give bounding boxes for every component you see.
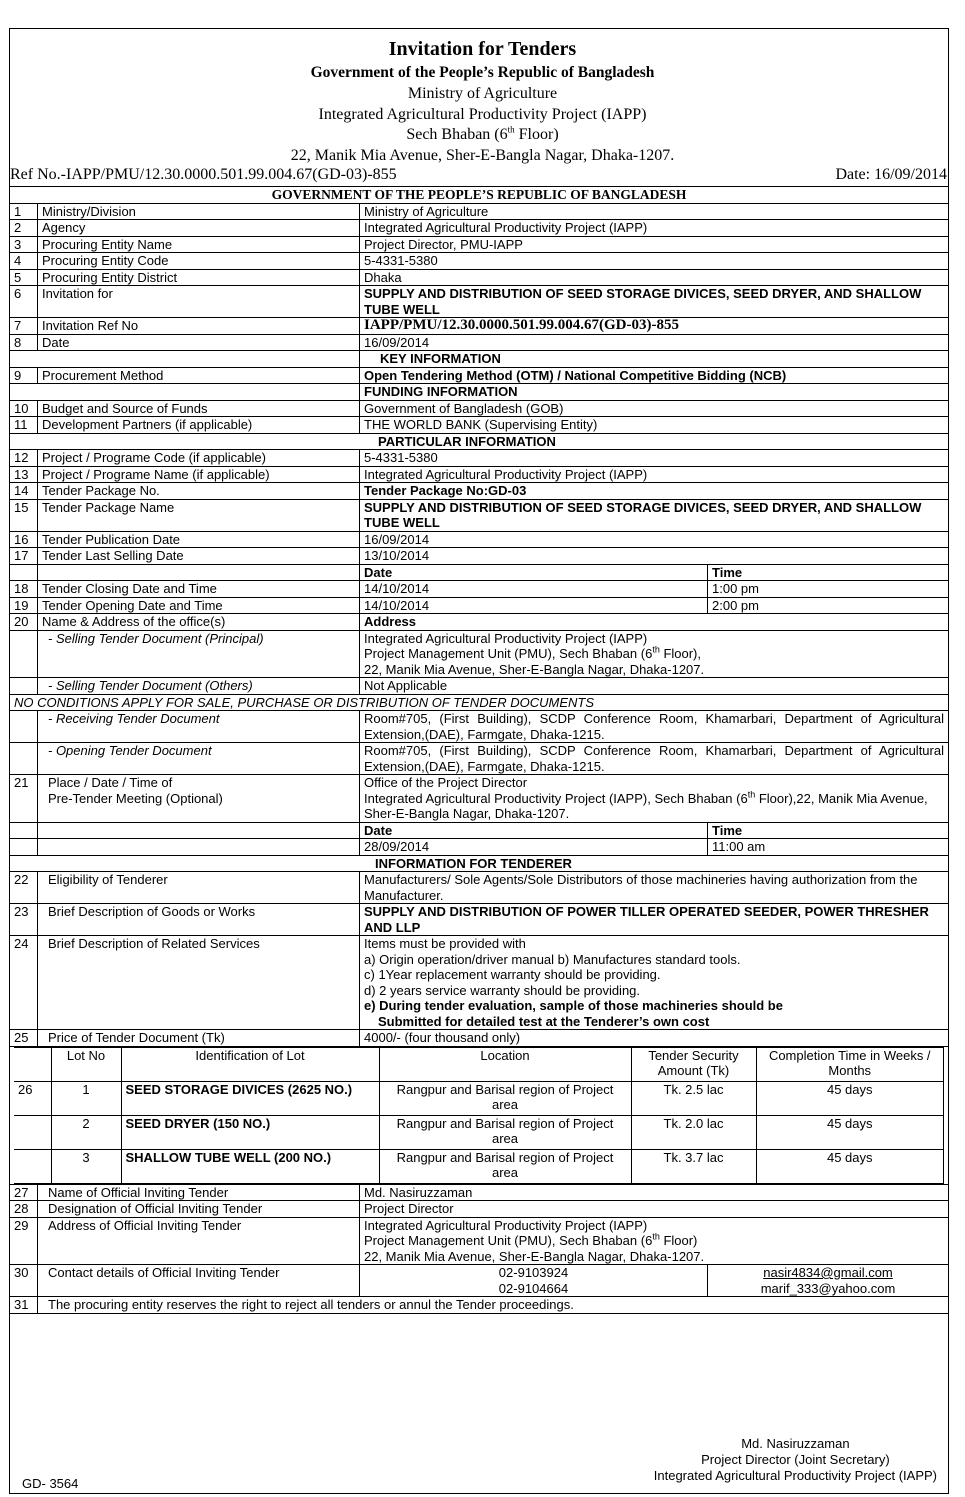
- table-cell: 22: [10, 872, 38, 904]
- table-cell: Identification of Lot: [121, 1047, 379, 1081]
- table-cell: 31: [10, 1297, 38, 1314]
- table-cell: [10, 351, 360, 368]
- table-cell: 21: [10, 775, 38, 823]
- table-cell: Contact details of Official Inviting Tender: [38, 1265, 360, 1297]
- table-cell: Rangpur and Barisal region of Project area: [379, 1149, 631, 1183]
- table-cell: 2:00 pm: [708, 597, 949, 614]
- table-row: [10, 1201, 949, 1218]
- project-name: Integrated Agricultural Productivity Project (IAPP): [318, 106, 647, 123]
- table-cell: [10, 711, 38, 743]
- table-cell: Project / Programe Code (if applicable): [38, 450, 360, 467]
- table-row: [10, 466, 949, 483]
- table-cell: Invitation for: [38, 286, 360, 318]
- table-cell: Tender Package No.: [38, 483, 360, 500]
- table-cell: 28/09/2014: [360, 839, 708, 856]
- table-row: [10, 499, 949, 531]
- table-cell: Tk. 2.0 lac: [631, 1115, 756, 1149]
- table-cell: Date: [360, 822, 708, 839]
- table-cell: Ministry/Division: [38, 203, 360, 220]
- building-name: Sech Bhaban (6th Floor): [406, 124, 559, 143]
- table-cell: Tender Package Name: [38, 499, 360, 531]
- table-row: [10, 1030, 949, 1047]
- table-cell: 24: [10, 936, 38, 1030]
- table-cell: Room#705, (First Building), SCDP Conference Room, Khamarbari, Department of Agricultural Extension,(DAE), Farmgate, Dhaka-1215.: [360, 711, 949, 743]
- table-row: [10, 367, 949, 384]
- table-cell: 14/10/2014: [360, 597, 708, 614]
- table-row: [10, 839, 949, 856]
- table-cell: 11:00 am: [708, 839, 949, 856]
- table-cell: 1: [51, 1081, 121, 1115]
- table-row: [10, 872, 949, 904]
- table-cell: Development Partners (if applicable): [38, 417, 360, 434]
- table-cell: 15: [10, 499, 38, 531]
- table-cell: Procuring Entity Code: [38, 253, 360, 270]
- table-cell: [10, 839, 38, 856]
- table-row: [10, 220, 949, 237]
- table-cell: 4000/- (four thousand only): [360, 1030, 949, 1047]
- table-cell: SEED DRYER (150 NO.): [121, 1115, 379, 1149]
- table-cell: - Receiving Tender Document: [38, 711, 360, 743]
- table-row: [10, 1265, 949, 1297]
- table-row: [10, 1184, 949, 1201]
- table-cell: [708, 1265, 949, 1297]
- table-cell: Tender Last Selling Date: [38, 548, 360, 565]
- table-row: [10, 253, 949, 270]
- office-address: 22, Manik Mia Avenue, Sher-E-Bangla Nagar, Dhaka-1207.: [290, 147, 675, 164]
- table-cell: SUPPLY AND DISTRIBUTION OF SEED STORAGE DIVICES, SEED DRYER, AND SHALLOW TUBE WELL: [360, 499, 949, 531]
- table-cell: 16: [10, 531, 38, 548]
- table-cell: [38, 822, 360, 839]
- table-cell: Project / Programe Name (if applicable): [38, 466, 360, 483]
- table-cell: Tender Opening Date and Time: [38, 597, 360, 614]
- table-cell: 6: [10, 286, 38, 318]
- table-row: [10, 548, 949, 565]
- table-cell: Agency: [38, 220, 360, 237]
- table-cell: 13: [10, 466, 38, 483]
- signatory-title: Project Director (Joint Secretary): [701, 1452, 890, 1467]
- table-cell: [14, 1047, 51, 1081]
- table-cell: 02-9103924 02-9104664: [360, 1265, 708, 1297]
- table-cell: - Selling Tender Document (Others): [38, 678, 360, 695]
- table-cell: 3: [10, 236, 38, 253]
- table-cell: [10, 822, 38, 839]
- table-cell: 45 days: [756, 1115, 944, 1149]
- table-cell: SHALLOW TUBE WELL (200 NO.): [121, 1149, 379, 1183]
- table-row: [10, 531, 949, 548]
- section-key-information: KEY INFORMATION: [360, 351, 949, 368]
- reference-number: Ref No.-IAPP/PMU/12.30.0000.501.99.004.67(GD-03)-855: [10, 166, 397, 183]
- table-cell: 3: [51, 1149, 121, 1183]
- table-cell: 20: [10, 614, 38, 631]
- table-cell: Dhaka: [360, 269, 949, 286]
- table-cell: 13/10/2014: [360, 548, 949, 565]
- table-cell: 25: [10, 1030, 38, 1047]
- table-cell: Tender Publication Date: [38, 531, 360, 548]
- gd-number: GD- 3564: [22, 1476, 79, 1491]
- table-cell: Brief Description of Goods or Works: [38, 904, 360, 936]
- table-cell: Tk. 2.5 lac: [631, 1081, 756, 1115]
- signatory-project: Integrated Agricultural Productivity Project (IAPP): [653, 1468, 937, 1483]
- notice-date: Date: 16/09/2014: [835, 166, 947, 183]
- table-row: [10, 286, 949, 318]
- table-cell: Rangpur and Barisal region of Project area: [379, 1115, 631, 1149]
- table-cell: 14/10/2014: [360, 581, 708, 598]
- table-cell: 17: [10, 548, 38, 565]
- table-cell: Time: [708, 822, 949, 839]
- table-cell: 19: [10, 597, 38, 614]
- section-particular-information: PARTICULAR INFORMATION: [10, 433, 949, 450]
- table-cell: [10, 630, 38, 678]
- table-cell: 18: [10, 581, 38, 598]
- table-cell: 1:00 pm: [708, 581, 949, 598]
- table-cell: Invitation Ref No: [38, 318, 360, 335]
- table-cell: SUPPLY AND DISTRIBUTION OF SEED STORAGE DIVICES, SEED DRYER, AND SHALLOW TUBE WELL: [360, 286, 949, 318]
- table-cell: 11: [10, 417, 38, 434]
- table-cell: - Opening Tender Document: [38, 743, 360, 775]
- table-cell: Location: [379, 1047, 631, 1081]
- email-link-2[interactable]: marif_333@yahoo.com: [760, 1280, 896, 1296]
- signature-block: [654, 1436, 937, 1484]
- table-cell: Price of Tender Document (Tk): [38, 1030, 360, 1047]
- table-cell: Integrated Agricultural Productivity Project (IAPP) Project Management Unit (PMU), Sech Bhaban (6th Floor), 22, Manik Mia Avenue, Sher-E-Bangla Nagar, Dhaka-1207.: [360, 630, 949, 678]
- table-cell: 26: [14, 1081, 51, 1115]
- table-row: [10, 450, 949, 467]
- table-cell: Md. Nasiruzzaman: [360, 1184, 949, 1201]
- table-cell: Date: [360, 564, 708, 581]
- table-cell: 12: [10, 450, 38, 467]
- table-cell: 14: [10, 483, 38, 500]
- section-information-for-tenderer: INFORMATION FOR TENDERER: [10, 855, 949, 872]
- table-row: [10, 236, 949, 253]
- table-cell: Address: [360, 614, 949, 631]
- ministry-name: Ministry of Agriculture: [407, 85, 558, 102]
- table-cell: Office of the Project Director Integrated Agricultural Productivity Project (IAPP), Sech Bhaban (6th Floor),22, Manik Mia Avenue, Sher-E-Bangla Nagar, Dhaka-1207.: [360, 775, 949, 823]
- table-row: [10, 417, 949, 434]
- table-cell: 5-4331-5380: [360, 450, 949, 467]
- table-cell: 5-4331-5380: [360, 253, 949, 270]
- table-cell: Brief Description of Related Services: [38, 936, 360, 1030]
- table-cell: Tender Security Amount (Tk): [631, 1047, 756, 1081]
- table-row: [10, 711, 949, 743]
- table-cell: Tender Package No:GD-03: [360, 483, 949, 500]
- table-row: [10, 775, 949, 823]
- table-cell: 2: [10, 220, 38, 237]
- lot-table: [14, 1047, 944, 1184]
- table-cell: Ministry of Agriculture: [360, 203, 949, 220]
- table-cell: The procuring entity reserves the right to reject all tenders or annul the Tender proceedings.: [38, 1297, 949, 1314]
- table-cell: Name of Official Inviting Tender: [38, 1184, 360, 1201]
- table-row: [10, 630, 949, 678]
- table-cell: [10, 678, 38, 695]
- table-cell: 8: [10, 334, 38, 351]
- table-cell: 45 days: [756, 1149, 944, 1183]
- table-cell: [10, 564, 38, 581]
- table-cell: 7: [10, 318, 38, 335]
- table-cell: IAPP/PMU/12.30.0000.501.99.004.67(GD-03)-855: [360, 318, 949, 335]
- table-cell: [38, 839, 360, 856]
- table-cell: 5: [10, 269, 38, 286]
- table-cell: Tk. 3.7 lac: [631, 1149, 756, 1183]
- lot-table-row: [10, 1046, 949, 1184]
- table-cell: Date: [38, 334, 360, 351]
- section-funding-information: FUNDING INFORMATION: [360, 384, 949, 401]
- table-cell: Integrated Agricultural Productivity Project (IAPP): [360, 466, 949, 483]
- table-cell: 1: [10, 203, 38, 220]
- table-cell: Completion Time in Weeks / Months: [756, 1047, 944, 1081]
- table-cell: THE WORLD BANK (Supervising Entity): [360, 417, 949, 434]
- table-cell: Designation of Official Inviting Tender: [38, 1201, 360, 1218]
- table-cell: Procurement Method: [38, 367, 360, 384]
- table-cell: Not Applicable: [360, 678, 949, 695]
- table-cell: Items must be provided with a) Origin operation/driver manual b) Manufactures standard tools. c) 1Year replacement warranty should be providing. d) 2 years service warranty should be providing. e) During tender evaluation, sample of those machineries should be Submitted for detailed test at the Tenderer’s own cost: [360, 936, 949, 1030]
- table-cell: 9: [10, 367, 38, 384]
- table-cell: 29: [10, 1217, 38, 1265]
- signatory-name: Md. Nasiruzzaman: [741, 1436, 850, 1451]
- document-title: Invitation for Tenders: [388, 38, 577, 60]
- table-row: [10, 614, 949, 631]
- table-cell: Procuring Entity District: [38, 269, 360, 286]
- table-cell: Lot No: [51, 1047, 121, 1081]
- table-cell: 2: [51, 1115, 121, 1149]
- table-cell: Name & Address of the office(s): [38, 614, 360, 631]
- table-row: [10, 1297, 949, 1314]
- table-cell: Open Tendering Method (OTM) / National Competitive Bidding (NCB): [360, 367, 949, 384]
- table-cell: [14, 1115, 51, 1149]
- government-name: Government of the People’s Republic of Bangladesh: [310, 64, 655, 81]
- table-cell: [10, 1046, 949, 1184]
- table-title: GOVERNMENT OF THE PEOPLE’S REPUBLIC OF BANGLADESH: [10, 187, 949, 204]
- table-row: [10, 400, 949, 417]
- table-cell: 16/09/2014: [360, 334, 949, 351]
- table-cell: 23: [10, 904, 38, 936]
- table-row: [10, 318, 949, 335]
- tender-table: [9, 186, 949, 1314]
- table-cell: 10: [10, 400, 38, 417]
- table-cell: Project Director: [360, 1201, 949, 1218]
- table-cell: 28: [10, 1201, 38, 1218]
- table-cell: 16/09/2014: [360, 531, 949, 548]
- table-cell: [14, 1149, 51, 1183]
- table-cell: [10, 743, 38, 775]
- table-row: [10, 597, 949, 614]
- table-cell: 45 days: [756, 1081, 944, 1115]
- table-row: [10, 581, 949, 598]
- table-cell: Tender Closing Date and Time: [38, 581, 360, 598]
- table-row: [10, 483, 949, 500]
- table-cell: Integrated Agricultural Productivity Project (IAPP) Project Management Unit (PMU), Sech Bhaban (6th Floor) 22, Manik Mia Avenue, Sher-E-Bangla Nagar, Dhaka-1207.: [360, 1217, 949, 1265]
- table-cell: - Selling Tender Document (Principal): [38, 630, 360, 678]
- table-cell: [10, 384, 360, 401]
- table-row: [10, 936, 949, 1030]
- table-cell: Room#705, (First Building), SCDP Conference Room, Khamarbari, Department of Agricultural Extension,(DAE), Farmgate, Dhaka-1215.: [360, 743, 949, 775]
- table-cell: 27: [10, 1184, 38, 1201]
- table-row: [10, 1217, 949, 1265]
- table-cell: SUPPLY AND DISTRIBUTION OF POWER TILLER OPERATED SEEDER, POWER THRESHER AND LLP: [360, 904, 949, 936]
- table-cell: 4: [10, 253, 38, 270]
- table-cell: Integrated Agricultural Productivity Project (IAPP): [360, 220, 949, 237]
- table-cell: Procuring Entity Name: [38, 236, 360, 253]
- table-cell: Government of Bangladesh (GOB): [360, 400, 949, 417]
- table-cell: Budget and Source of Funds: [38, 400, 360, 417]
- table-cell: SEED STORAGE DIVICES (2625 NO.): [121, 1081, 379, 1115]
- table-cell: 30: [10, 1265, 38, 1297]
- table-row: [10, 269, 949, 286]
- table-cell: Project Director, PMU-IAPP: [360, 236, 949, 253]
- table-row: [10, 203, 949, 220]
- table-cell: Address of Official Inviting Tender: [38, 1217, 360, 1265]
- table-cell: Time: [708, 564, 949, 581]
- table-cell: Manufacturers/ Sole Agents/Sole Distributors of those machineries having authorization from the Manufacturer.: [360, 872, 949, 904]
- table-row: [10, 334, 949, 351]
- table-row: [10, 904, 949, 936]
- table-cell: Rangpur and Barisal region of Project area: [379, 1081, 631, 1115]
- table-cell: [38, 564, 360, 581]
- no-conditions-note: NO CONDITIONS APPLY FOR SALE, PURCHASE OR DISTRIBUTION OF TENDER DOCUMENTS: [10, 694, 949, 711]
- table-cell: Eligibility of Tenderer: [38, 872, 360, 904]
- email-link-1[interactable]: nasir4834@gmail.com: [763, 1265, 893, 1280]
- table-row: [10, 743, 949, 775]
- table-cell: Place / Date / Time of Pre-Tender Meeting (Optional): [38, 775, 360, 823]
- table-row: [10, 678, 949, 695]
